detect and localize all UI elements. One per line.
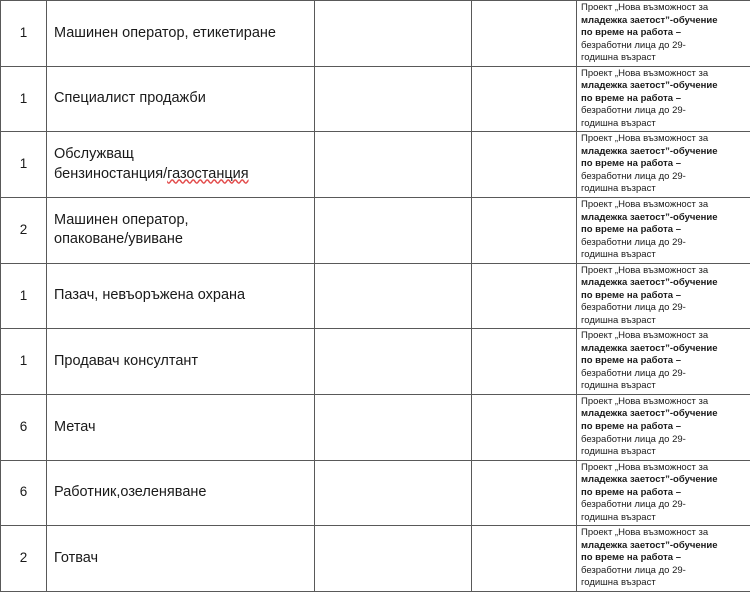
project-text-line: безработни лица до 29-: [581, 237, 750, 250]
project-text-block: [581, 199, 750, 262]
project-text-line: безработни лица до 29-: [581, 302, 750, 315]
project-text-line: по време на работа –: [581, 355, 750, 368]
position-text: Готвач: [54, 550, 98, 566]
position-line: [54, 230, 308, 249]
project-text-line: годишна възраст: [581, 577, 750, 590]
table-row: [1, 329, 750, 395]
project-text-line: младежка заетост”-обучение: [581, 212, 750, 225]
position-line: [54, 418, 308, 437]
project-text-line: Проект „Нова възможност за: [581, 527, 750, 540]
cell-blank-a: [315, 1, 472, 67]
project-text-line: по време на работа –: [581, 421, 750, 434]
cell-blank-a: [315, 329, 472, 395]
position-line: [54, 89, 308, 108]
table-row: [1, 66, 750, 132]
project-text-line: годишна възраст: [581, 118, 750, 131]
project-text-block: [581, 527, 750, 590]
cell-position-title: [47, 394, 315, 460]
table-row: [1, 263, 750, 329]
project-text-line: младежка заетост”-обучение: [581, 474, 750, 487]
position-line: [54, 483, 308, 502]
cell-blank-b: [472, 66, 577, 132]
project-text-line: годишна възраст: [581, 183, 750, 196]
project-text-line: по време на работа –: [581, 552, 750, 565]
project-text-line: безработни лица до 29-: [581, 40, 750, 53]
project-text-line: безработни лица до 29-: [581, 499, 750, 512]
position-line: [54, 165, 308, 184]
cell-project-description: [577, 394, 750, 460]
project-text-block: [581, 133, 750, 196]
project-text-line: годишна възраст: [581, 315, 750, 328]
project-text-line: безработни лица до 29-: [581, 565, 750, 578]
position-text: Пазач, невъоръжена охрана: [54, 287, 245, 303]
project-text-line: по време на работа –: [581, 158, 750, 171]
project-text-line: по време на работа –: [581, 93, 750, 106]
cell-project-description: [577, 132, 750, 198]
project-text-line: Проект „Нова възможност за: [581, 68, 750, 81]
project-text-line: по време на работа –: [581, 487, 750, 500]
cell-blank-a: [315, 66, 472, 132]
position-text: опаковане/увиване: [54, 231, 183, 247]
project-text-line: младежка заетост”-обучение: [581, 540, 750, 553]
cell-project-description: [577, 263, 750, 329]
position-text: Метач: [54, 419, 96, 435]
cell-position-title: [47, 197, 315, 263]
table-row: [1, 1, 750, 67]
project-text-line: годишна възраст: [581, 446, 750, 459]
cell-project-description: [577, 66, 750, 132]
project-text-line: безработни лица до 29-: [581, 171, 750, 184]
cell-project-description: [577, 197, 750, 263]
table-row: [1, 460, 750, 526]
position-line: [54, 145, 308, 164]
position-text: Специалист продажби: [54, 90, 206, 106]
project-text-line: годишна възраст: [581, 52, 750, 65]
cell-project-description: [577, 1, 750, 67]
cell-count: 1: [1, 132, 47, 198]
position-text: Продавач консултант: [54, 353, 198, 369]
cell-count: 1: [1, 329, 47, 395]
project-text-line: Проект „Нова възможност за: [581, 396, 750, 409]
cell-blank-a: [315, 394, 472, 460]
position-line: [54, 211, 308, 230]
cell-blank-b: [472, 197, 577, 263]
position-text: Обслужващ: [54, 146, 134, 162]
cell-position-title: [47, 460, 315, 526]
cell-count: 1: [1, 1, 47, 67]
cell-count: 6: [1, 460, 47, 526]
cell-count: 1: [1, 263, 47, 329]
project-text-line: безработни лица до 29-: [581, 434, 750, 447]
cell-project-description: [577, 329, 750, 395]
cell-project-description: [577, 460, 750, 526]
cell-position-title: [47, 1, 315, 67]
project-text-line: по време на работа –: [581, 224, 750, 237]
project-text-line: годишна възраст: [581, 512, 750, 525]
table-row: [1, 394, 750, 460]
project-text-block: [581, 330, 750, 393]
cell-blank-a: [315, 132, 472, 198]
project-text-line: по време на работа –: [581, 290, 750, 303]
cell-blank-a: [315, 460, 472, 526]
project-text-line: младежка заетост”-обучение: [581, 80, 750, 93]
project-text-line: младежка заетост”-обучение: [581, 408, 750, 421]
project-text-line: младежка заетост”-обучение: [581, 277, 750, 290]
cell-blank-a: [315, 526, 472, 592]
project-text-line: по време на работа –: [581, 27, 750, 40]
project-text-block: [581, 68, 750, 131]
table-row: [1, 197, 750, 263]
cell-position-title: [47, 329, 315, 395]
cell-position-title: [47, 263, 315, 329]
position-text-misspelled: газостанция: [167, 166, 248, 182]
cell-blank-a: [315, 263, 472, 329]
project-text-line: безработни лица до 29-: [581, 105, 750, 118]
position-text: Машинен оператор,: [54, 212, 189, 228]
project-text-block: [581, 462, 750, 525]
position-line: [54, 549, 308, 568]
cell-count: 2: [1, 526, 47, 592]
project-text-line: Проект „Нова възможност за: [581, 199, 750, 212]
cell-blank-b: [472, 329, 577, 395]
position-line: [54, 24, 308, 43]
position-text: Работник,озеленяване: [54, 484, 206, 500]
position-text: бензиностанция/: [54, 166, 167, 182]
position-line: [54, 286, 308, 305]
project-text-line: Проект „Нова възможност за: [581, 2, 750, 15]
cell-blank-b: [472, 1, 577, 67]
cell-position-title: [47, 132, 315, 198]
cell-blank-b: [472, 263, 577, 329]
project-text-line: младежка заетост”-обучение: [581, 343, 750, 356]
project-text-line: годишна възраст: [581, 380, 750, 393]
cell-count: 2: [1, 197, 47, 263]
project-text-line: младежка заетост”-обучение: [581, 146, 750, 159]
cell-blank-b: [472, 132, 577, 198]
position-line: [54, 352, 308, 371]
project-text-line: Проект „Нова възможност за: [581, 330, 750, 343]
table-row: [1, 526, 750, 592]
project-text-line: годишна възраст: [581, 249, 750, 262]
cell-blank-b: [472, 460, 577, 526]
project-text-line: Проект „Нова възможност за: [581, 133, 750, 146]
cell-count: 1: [1, 66, 47, 132]
cell-count: 6: [1, 394, 47, 460]
table-row: [1, 132, 750, 198]
position-text: Машинен оператор, етикетиране: [54, 25, 276, 41]
project-text-block: [581, 396, 750, 459]
cell-blank-b: [472, 526, 577, 592]
project-text-block: [581, 265, 750, 328]
project-text-line: безработни лица до 29-: [581, 368, 750, 381]
project-text-block: [581, 2, 750, 65]
project-text-line: Проект „Нова възможност за: [581, 265, 750, 278]
cell-position-title: [47, 66, 315, 132]
project-text-line: младежка заетост”-обучение: [581, 15, 750, 28]
cell-position-title: [47, 526, 315, 592]
cell-project-description: [577, 526, 750, 592]
project-text-line: Проект „Нова възможност за: [581, 462, 750, 475]
table-body: [1, 1, 750, 592]
cell-blank-a: [315, 197, 472, 263]
cell-blank-b: [472, 394, 577, 460]
